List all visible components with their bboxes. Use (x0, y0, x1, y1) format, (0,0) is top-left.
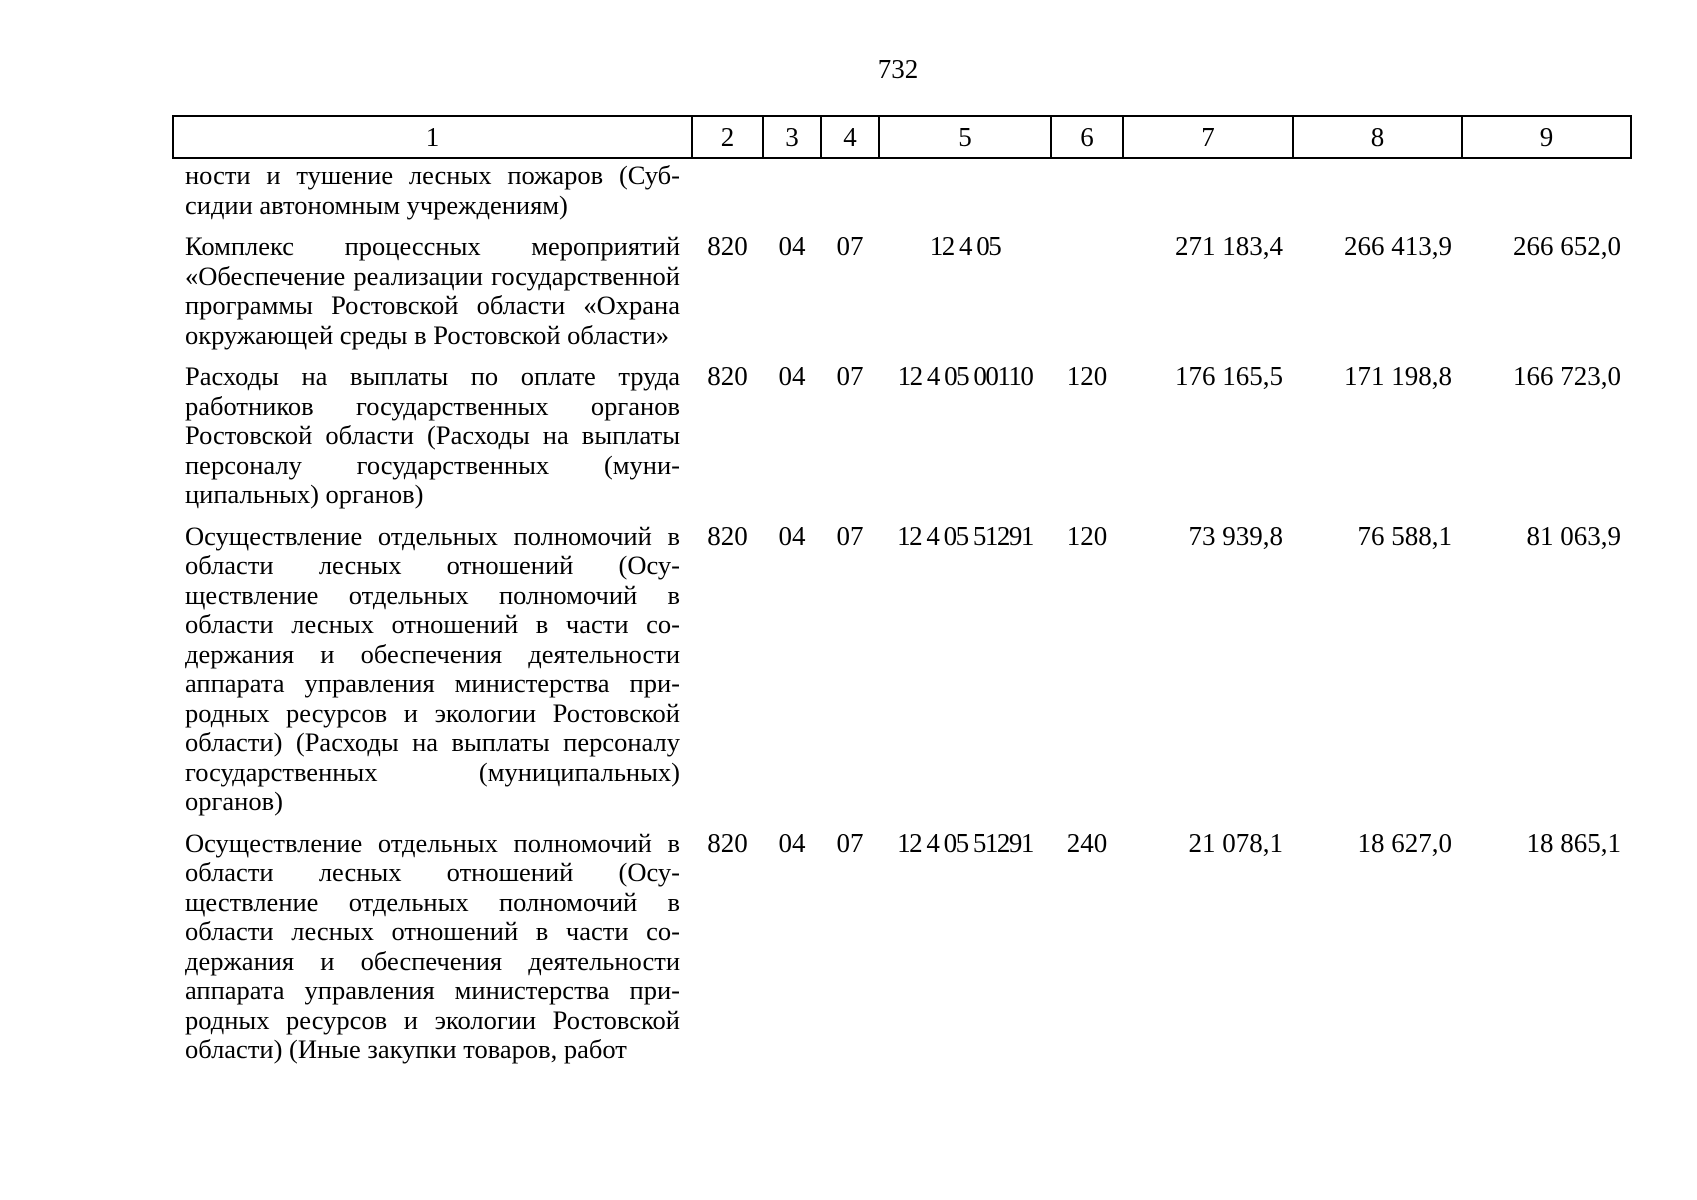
cell-c6: 120 (1066, 361, 1108, 391)
column-header-1: 1 (173, 116, 692, 158)
cell-c2 (692, 158, 763, 232)
row-name: Осуществление отдельных полномочий в области лесных отношений (Осуществление отдельных полномочий в области лесных отношений в части содержания и обеспечения деятельности аппарата управления министерства природных ресурсов и экологии Ростовской области) (Иные закупки товаров, работ (185, 827, 680, 1064)
table-row (173, 362, 1631, 522)
cell-c8: 171 198,8 (1344, 361, 1452, 391)
cell-c8: 76 588,1 (1357, 520, 1452, 551)
column-header-9: 9 (1462, 116, 1631, 158)
column-header-7: 7 (1123, 116, 1293, 158)
table-header-row (173, 116, 1631, 158)
cell-c4: 07 (836, 827, 864, 858)
cell-c6 (1051, 158, 1123, 232)
cell-c4 (821, 158, 879, 232)
cell-c7: 73 939,8 (1188, 520, 1283, 551)
budget-table (172, 115, 1632, 1077)
cell-c8: 18 627,0 (1357, 827, 1452, 858)
cell-c4: 07 (836, 361, 864, 391)
column-header-3: 3 (763, 116, 821, 158)
cell-c7: 176 165,5 (1175, 361, 1283, 391)
table-row (173, 829, 1631, 1077)
cell-c7: 271 183,4 (1175, 231, 1283, 261)
cell-c5: 12 4 05 51291 (897, 520, 1033, 551)
cell-c3: 04 (778, 231, 806, 261)
cell-c6: 240 (1066, 827, 1108, 858)
cell-c2: 820 (707, 231, 748, 261)
cell-c3 (763, 158, 821, 232)
column-header-8: 8 (1293, 116, 1462, 158)
cell-c9: 166 723,0 (1513, 361, 1621, 391)
cell-c3: 04 (778, 520, 806, 551)
cell-c2: 820 (707, 520, 748, 551)
cell-c5 (879, 158, 1051, 232)
cell-c8: 266 413,9 (1344, 231, 1452, 261)
cell-c5: 12 4 05 00110 (897, 361, 1033, 391)
cell-c9: 266 652,0 (1513, 231, 1621, 261)
cell-c9 (1462, 158, 1631, 232)
table-row (173, 158, 1631, 232)
column-header-5: 5 (879, 116, 1051, 158)
cell-c7: 21 078,1 (1188, 827, 1283, 858)
row-name: Осуществление отдельных полномочий в области лесных отношений (Осуществление отдельных полномочий в области лесных отношений в части содержания и обеспечения деятельности аппарата управления министерства природных ресурсов и экологии Ростовской области) (Расходы на выплаты персоналу государственных (муниципальных) органов) (185, 520, 680, 816)
table-row (173, 232, 1631, 362)
cell-c3: 04 (778, 361, 806, 391)
column-header-4: 4 (821, 116, 879, 158)
cell-c5: 12 4 05 (929, 231, 1001, 261)
page-number: 732 (877, 54, 919, 84)
cell-c6 (1051, 232, 1123, 362)
cell-c2: 820 (707, 827, 748, 858)
column-header-2: 2 (692, 116, 763, 158)
cell-c7 (1123, 158, 1293, 232)
cell-c3: 04 (778, 827, 806, 858)
row-name: Комплекс процессных мероприятий «Обеспечение реализации государственной программы Ростовской области «Охрана окружающей среды в Ростовской области» (185, 231, 680, 350)
cell-c9: 81 063,9 (1526, 520, 1621, 551)
cell-c6: 120 (1066, 520, 1108, 551)
cell-c4: 07 (836, 231, 864, 261)
cell-c8 (1293, 158, 1462, 232)
row-name: Расходы на выплаты по оплате труда работников государственных органов Ростовской области (Расходы на выплаты персоналу государственных (муниципальных) органов) (185, 361, 680, 509)
cell-c2: 820 (707, 361, 748, 391)
table-row (173, 522, 1631, 829)
column-header-6: 6 (1051, 116, 1123, 158)
cell-c5: 12 4 05 51291 (897, 827, 1033, 858)
cell-c9: 18 865,1 (1526, 827, 1621, 858)
cell-c4: 07 (836, 520, 864, 551)
row-name: ности и тушение лесных пожаров (Субсидии автономным учреждениям) (185, 160, 680, 220)
